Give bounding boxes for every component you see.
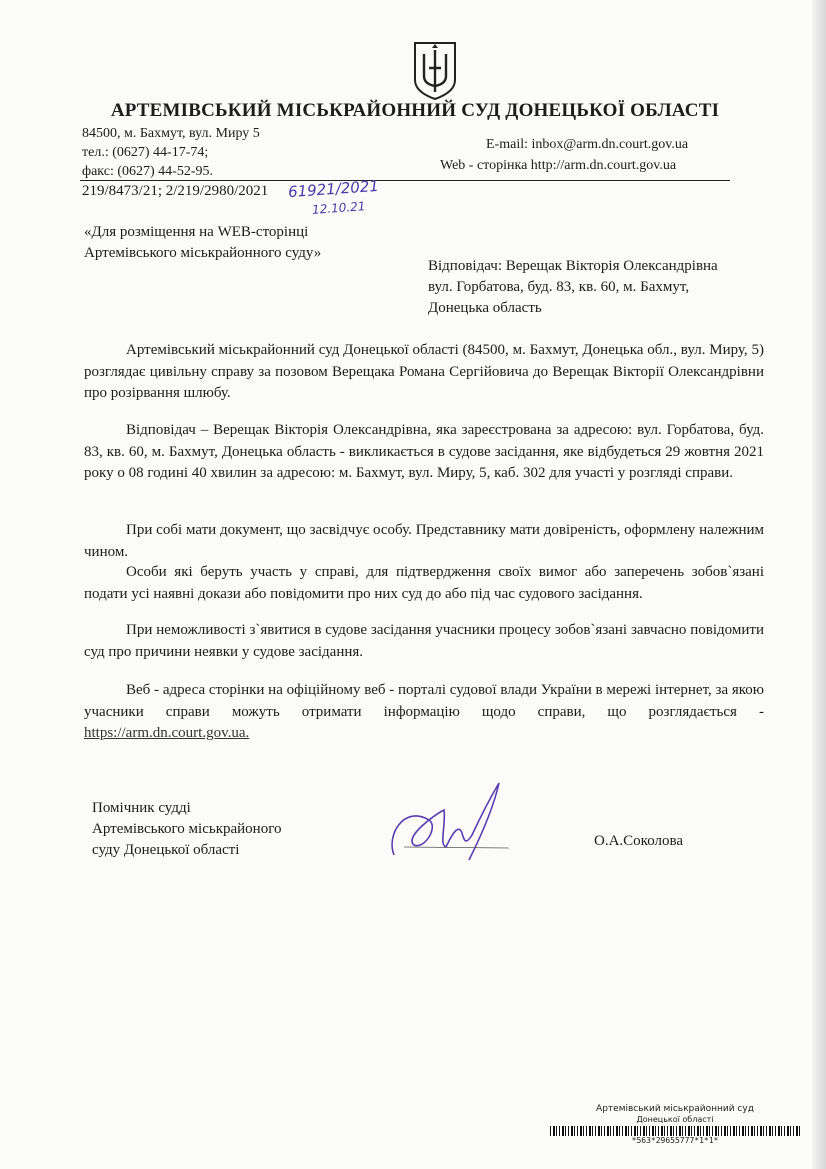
web-address-text: Веб - адреса сторінки на офіційному веб - порталі судової влади України в мережі інтернет, за якою учасники справи можуть отримати інформацію щодо справи, що розглядається - xyxy=(84,682,764,720)
web-notice-line1: «Для розміщення на WEB-сторінці xyxy=(84,224,309,240)
handwritten-signature xyxy=(384,775,514,875)
paragraph-web-address xyxy=(84,680,764,745)
barcode xyxy=(550,1126,800,1136)
handwritten-registration-number: 61921/2021 xyxy=(287,176,380,202)
stamp-line1: Артемівський міськрайонний суд xyxy=(596,1104,754,1114)
addressee-line3: Донецька область xyxy=(428,300,542,316)
paragraph-documents: При собі мати документ, що засвідчує особу. Представнику мати довіреність, оформлену належним чином. xyxy=(84,522,764,560)
web-notice-line2: Артемівського міськрайонного суду» xyxy=(84,245,322,261)
case-numbers: 219/8473/21; 2/219/2980/2021 xyxy=(82,183,269,199)
handwritten-registration-date: 12.10.21 xyxy=(311,199,366,217)
court-stamp xyxy=(550,1104,800,1125)
stamp-line2: Донецької області xyxy=(636,1115,714,1124)
court-fax: факс: (0627) 44-52-95. xyxy=(82,164,213,179)
paragraph-case-description: Артемівський міськрайонний суд Донецької області (84500, м. Бахмут, Донецька обл., вул. Миру, 5) розглядає цивільну справу за позовом Верещака Романа Сергійовича до Верещак Вікторії Олександрівни про розірвання шлюбу. xyxy=(84,342,764,401)
addressee-line1: Відповідач: Верещак Вікторія Олександрівна xyxy=(428,258,718,274)
court-email: E-mail: inbox@arm.dn.court.gov.ua xyxy=(486,137,689,152)
signatory-position-line2: Артемівського міськрайоного xyxy=(92,821,282,837)
barcode-number: *563*29655777*1*1* xyxy=(631,1136,719,1145)
trident-coat-of-arms-icon xyxy=(410,40,460,102)
court-address: 84500, м. Бахмут, вул. Миру 5 xyxy=(82,126,260,141)
court-phone: тел.: (0627) 44-17-74; xyxy=(82,145,209,160)
paragraph-evidence: Особи які беруть участь у справі, для підтвердження своїх вимог або заперечень зобов`язані подати усі наявні докази або повідомити про них суд до або під час судового засідання. xyxy=(84,564,764,602)
signatory-position-line3: суду Донецької області xyxy=(92,842,240,858)
header-divider xyxy=(80,180,730,181)
signatory-name: О.А.Соколова xyxy=(594,833,684,849)
paragraph-summons: Відповідач – Верещак Вікторія Олександрівна, яка зареєстрована за адресою: вул. Горбатова, буд. 83, кв. 60, м. Бахмут, Донецька область - викликається в судове засідання, яке відбудеться 29 жовтня 2021 року о 08 годині 40 хвилин за адресою: м. Бахмут, вул. Миру, 5, каб. 302 для участі у розгляді справи. xyxy=(84,422,764,481)
signatory-position-line1: Помічник судді xyxy=(92,800,191,816)
page-edge-shadow xyxy=(812,0,826,1169)
addressee-line2: вул. Горбатова, буд. 83, кв. 60, м. Бахмут, xyxy=(428,279,690,295)
court-name: АРТЕМІВСЬКИЙ МІСЬКРАЙОННИЙ СУД ДОНЕЦЬКОЇ ОБЛАСТІ xyxy=(110,100,720,121)
court-web: Web - сторінка http://arm.dn.court.gov.ua xyxy=(440,158,677,173)
court-website-link[interactable]: https://arm.dn.court.gov.ua. xyxy=(84,725,250,741)
paragraph-absence-notice: При неможливості з`явитися в судове засідання учасники процесу зобов`язані завчасно повідомити суд про причини неявки у судове засідання. xyxy=(84,622,764,660)
